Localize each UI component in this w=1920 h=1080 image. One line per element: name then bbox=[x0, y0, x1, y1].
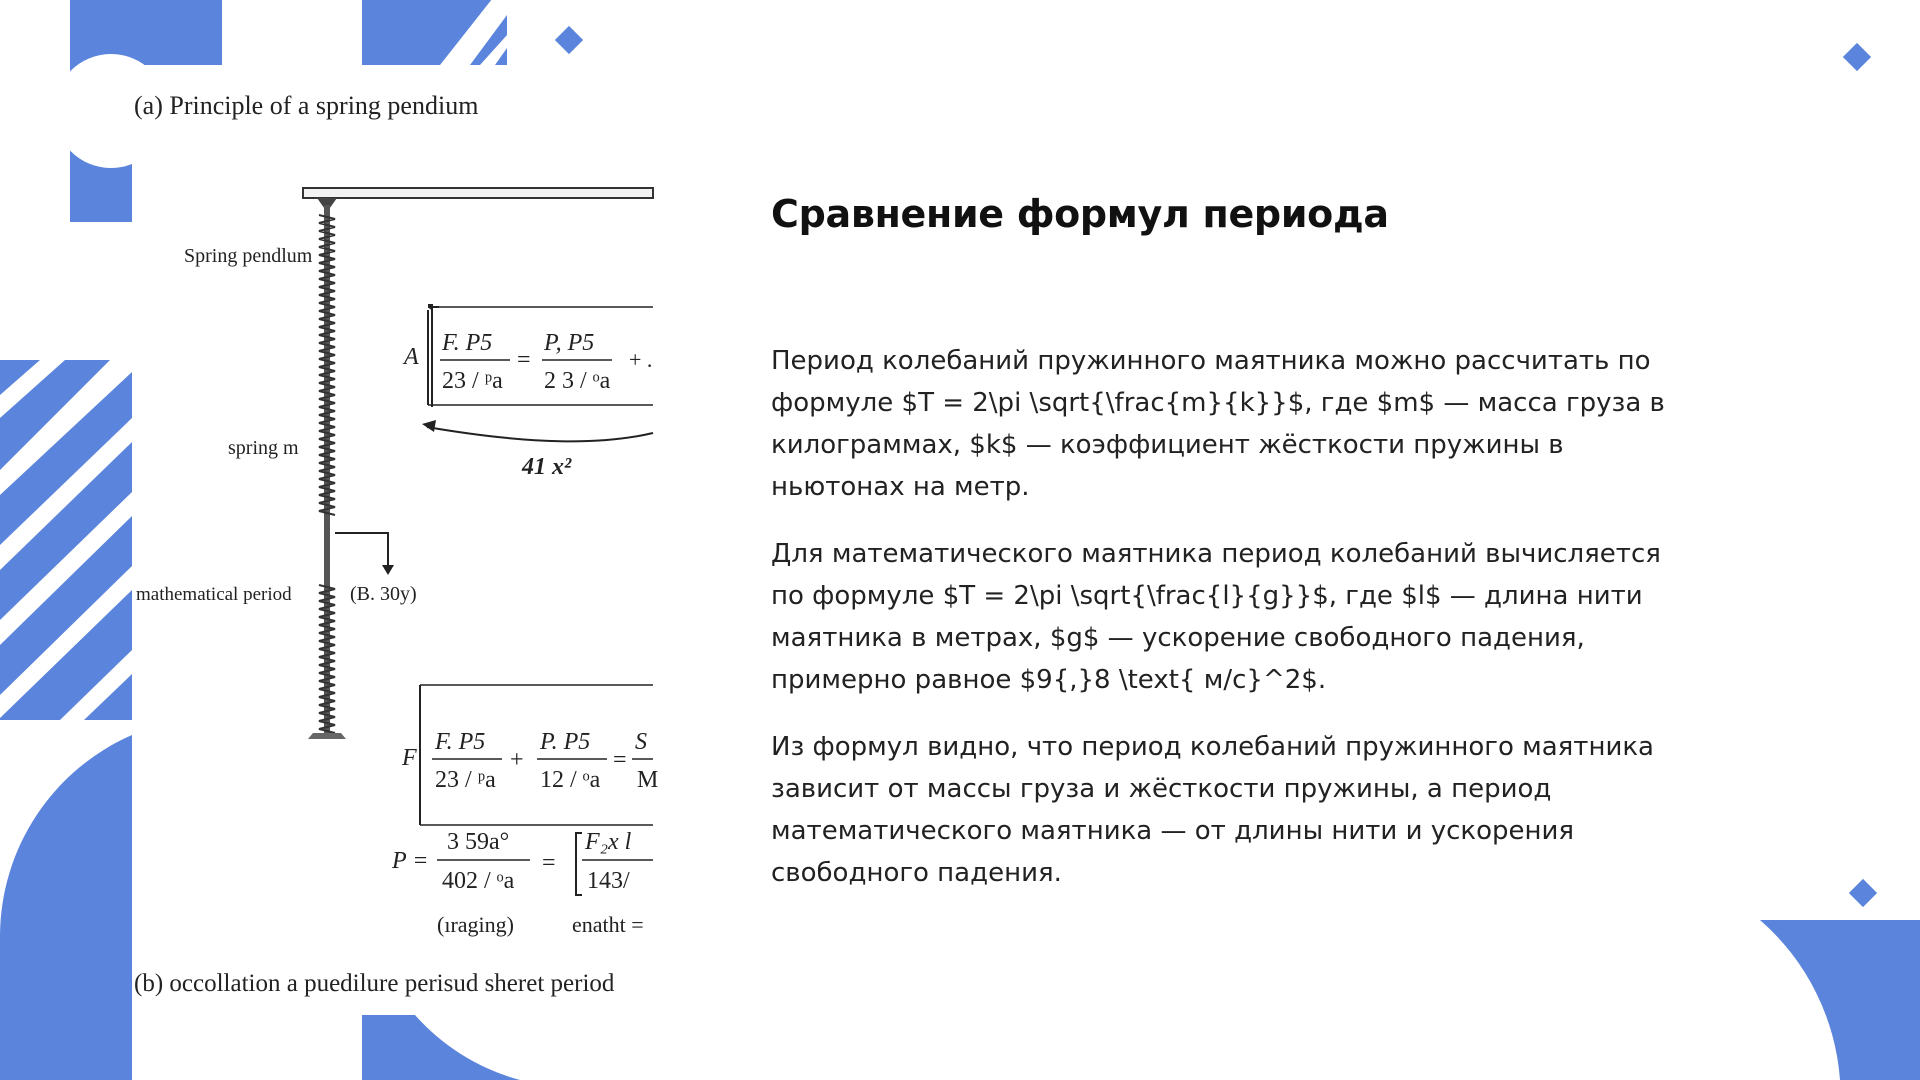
left-stripes-panel bbox=[0, 360, 132, 720]
arrow-to-b-head bbox=[382, 565, 394, 575]
formula-f-den3: M bbox=[637, 767, 659, 793]
formula-f-plus: + bbox=[510, 747, 524, 773]
ceiling-bar bbox=[303, 188, 653, 198]
curved-arrow-head bbox=[422, 420, 436, 432]
formula-f-den1: 23 / ᵖa bbox=[435, 767, 496, 793]
formula-p-label: P = bbox=[392, 848, 429, 874]
formula-f-num3: S bbox=[635, 729, 647, 755]
formula-a-num2: P, P5 bbox=[544, 330, 595, 356]
formula-a-label: A bbox=[404, 344, 419, 370]
label-enatht: enatht = bbox=[572, 912, 644, 937]
formula-p-den1: 402 / ᵒa bbox=[442, 868, 515, 894]
formula-f-label: F bbox=[402, 745, 417, 771]
label-spring-pendulum: Spring pendlum bbox=[184, 245, 313, 267]
formula-f-num2: P. P5 bbox=[540, 729, 591, 755]
figure-caption-bottom: (b) occollation a puedilure perisud sheret period bbox=[134, 970, 615, 997]
paragraph-math-pendulum: Для математического маятника период колебаний вычисляется по формуле $T = 2\pi \sqrt{\frac{l}{g}}$, где $l$ — длина нити маятника в метрах, $g$ — ускорение свободного падения, примерно равное $9{,}8 \text{ м/с}^2$. bbox=[771, 539, 1661, 695]
pendulum-figure-drawing bbox=[132, 65, 659, 1015]
label-imaging: (ıraging) bbox=[437, 912, 514, 937]
pendulum-figure bbox=[132, 65, 659, 1015]
formula-a-eq: = bbox=[517, 347, 531, 373]
figure-caption-top: (a) Principle of a spring pendium bbox=[134, 91, 479, 120]
formula-f-eq: = bbox=[613, 747, 627, 773]
slide-title: Сравнение формул периода bbox=[771, 192, 1389, 236]
formula-f-num1: F. P5 bbox=[435, 729, 486, 755]
label-arc: 41 x² bbox=[522, 454, 572, 480]
formula-a-den1: 23 / ᵖa bbox=[442, 368, 503, 394]
label-spring-mass: spring m bbox=[228, 437, 299, 459]
formula-a-num1: F. P5 bbox=[442, 330, 493, 356]
diamond-bottom-right bbox=[1849, 879, 1877, 907]
formula-p-eq: = bbox=[542, 850, 556, 876]
label-mathematical-period: mathematical period bbox=[136, 584, 292, 605]
label-point-b: (B. 30y) bbox=[350, 583, 417, 605]
slide-body bbox=[771, 340, 1671, 919]
formula-p-num1: 3 59a° bbox=[447, 829, 510, 855]
spring-coil-upper bbox=[319, 215, 335, 515]
bracket-a bbox=[429, 305, 439, 407]
diamond-top-center bbox=[555, 26, 583, 54]
pendulum-mass bbox=[308, 733, 346, 739]
formula-a-den2: 2 3 / ᵒa bbox=[544, 368, 611, 394]
formula-p-num2: F₂x l bbox=[585, 829, 632, 855]
top-left-ring-cut bbox=[0, 0, 70, 222]
formula-f-den2: 12 / ᵒa bbox=[540, 767, 601, 793]
spring-coil-lower bbox=[319, 585, 335, 733]
paragraph-conclusion: Из формул видно, что период колебаний пружинного маятника зависит от массы груза и жёсткости пружины, а период математического маятника — от длины нити и ускорения свободного падения. bbox=[771, 732, 1654, 888]
arrow-to-b bbox=[335, 533, 388, 567]
formula-a-plus: + . bbox=[629, 347, 653, 372]
bottom-left-quarter-circle bbox=[0, 735, 132, 1080]
paragraph-spring-pendulum: Период колебаний пружинного маятника можно рассчитать по формуле $T = 2\pi \sqrt{\frac{m}{k}}$, где $m$ — масса груза в килограммах, $k$ — коэффициент жёсткости пружины в ньютонах на метр. bbox=[771, 346, 1665, 502]
formula-p-den2: 143/ bbox=[587, 868, 630, 894]
curved-arrow bbox=[427, 427, 653, 441]
diamond-top-right bbox=[1843, 43, 1871, 71]
